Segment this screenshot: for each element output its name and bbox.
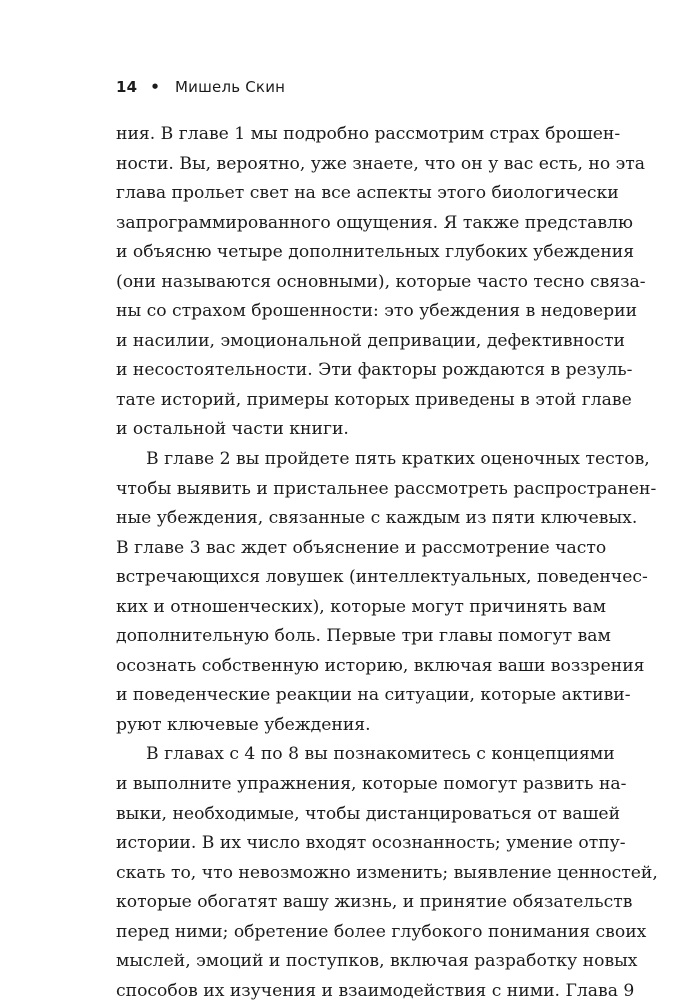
text-line: В главах с 4 по 8 вы познакомитесь с концепциями xyxy=(146,744,615,765)
text-line: ких и отношенческих), которые могут причинять вам xyxy=(116,596,606,617)
text-line: руют ключевые убеждения. xyxy=(116,714,371,735)
text-line: скать то, что невозможно изменить; выявление ценностей, xyxy=(116,862,658,883)
text-line: и выполните упражнения, которые помогут развить на- xyxy=(116,774,627,795)
text-line: и объясню четыре дополнительных глубоких убеждения xyxy=(116,242,635,263)
text-line: ности. Вы, вероятно, уже знаете, что он у вас есть, но эта xyxy=(116,153,646,174)
body-text xyxy=(116,120,658,1006)
header-separator: • xyxy=(150,78,161,96)
paragraph xyxy=(116,445,657,740)
text-line: выки, необходимые, чтобы дистанцироваться от вашей xyxy=(116,803,621,824)
text-line: ные убеждения, связанные с каждым из пяти ключевых. xyxy=(116,508,638,529)
text-line: и поведенческие реакции на ситуации, которые активи- xyxy=(116,685,631,706)
text-line: запрограммированного ощущения. Я также представлю xyxy=(116,212,633,233)
text-line: истории. В их число входят осознанность; умение отпу- xyxy=(116,833,626,854)
text-line: перед ними; обретение более глубокого понимания своих xyxy=(116,921,647,942)
text-line: В главе 2 вы пройдете пять кратких оценочных тестов, xyxy=(146,449,650,470)
author-name: Мишель Скин xyxy=(175,78,286,96)
paragraph xyxy=(116,120,646,445)
running-header xyxy=(116,78,285,96)
page-number: 14 xyxy=(116,78,138,96)
text-line: которые обогатят вашу жизнь, и принятие обязательств xyxy=(116,892,633,913)
text-line: В главе 3 вас ждет объяснение и рассмотрение часто xyxy=(116,537,607,558)
text-line: мыслей, эмоций и поступков, включая разработку новых xyxy=(116,951,638,972)
text-line: дополнительную боль. Первые три главы помогут вам xyxy=(116,626,611,647)
text-line: встречающихся ловушек (интеллектуальных, поведенчес- xyxy=(116,567,648,588)
text-line: (они называются основными), которые часто тесно связа- xyxy=(116,271,646,292)
text-line: тате историй, примеры которых приведены в этой главе xyxy=(116,389,632,410)
text-line: глава прольет свет на все аспекты этого биологически xyxy=(116,183,619,204)
text-line: чтобы выявить и пристальнее рассмотреть распространен- xyxy=(116,478,657,499)
text-line: и остальной части книги. xyxy=(116,419,349,440)
text-line: способов их изучения и взаимодействия с ними. Глава 9 xyxy=(116,980,635,1001)
paragraph xyxy=(116,740,658,1006)
text-line: и несостоятельности. Эти факторы рождаются в резуль- xyxy=(116,360,633,381)
text-line: ния. В главе 1 мы подробно рассмотрим страх брошен- xyxy=(116,124,621,144)
text-line: осознать собственную историю, включая ваши воззрения xyxy=(116,655,645,676)
text-line: ны со страхом брошенности: это убеждения в недоверии xyxy=(116,301,638,322)
text-line: и насилии, эмоциональной депривации, дефективности xyxy=(116,330,625,351)
